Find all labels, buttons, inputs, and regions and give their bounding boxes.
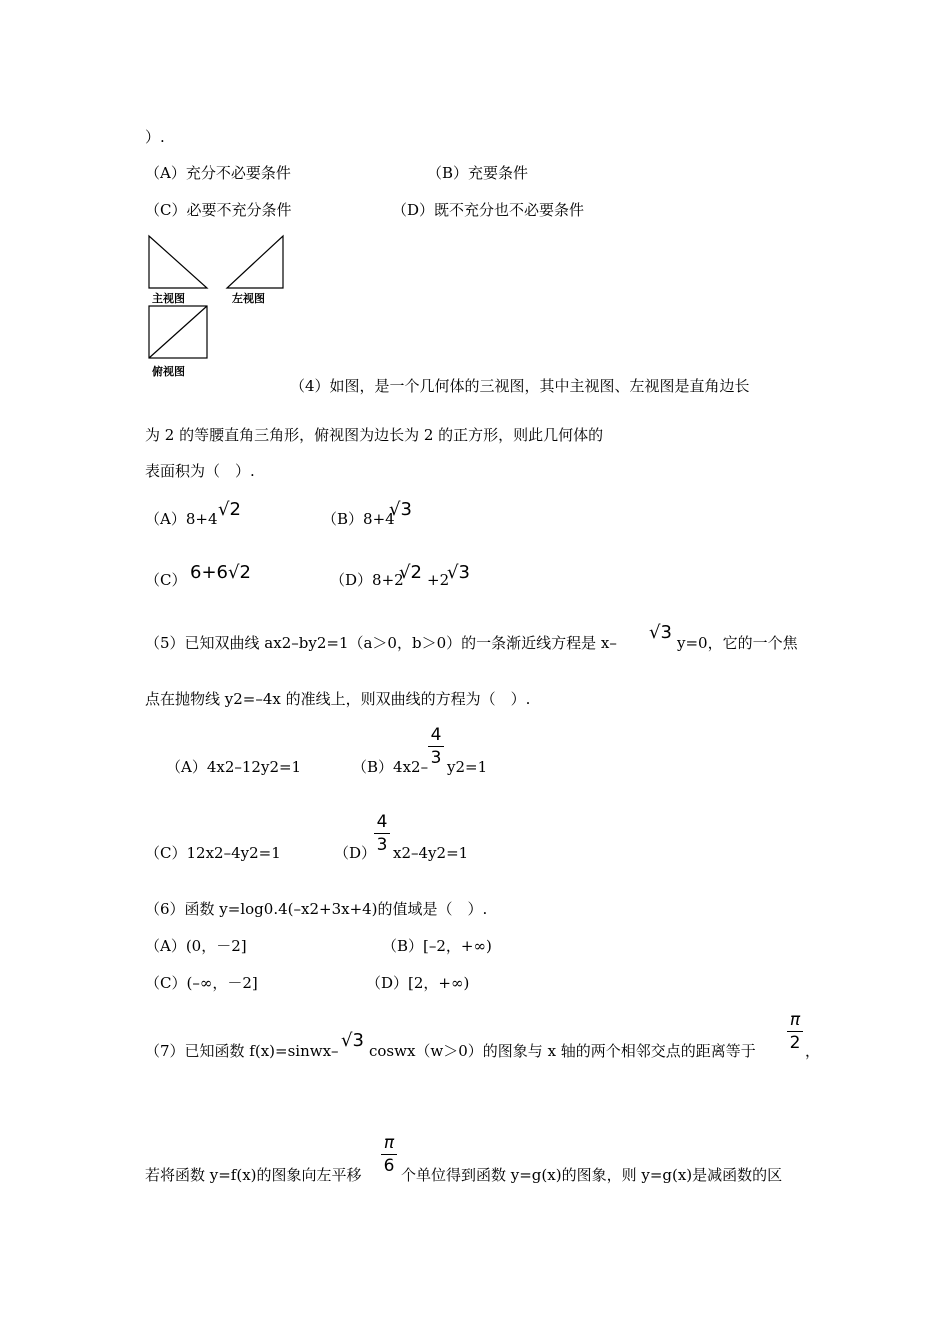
q4-stem-line1: （4）如图，是一个几何体的三视图，其中主视图、左视图是直角边长 — [290, 377, 750, 395]
q7-pi-over-2-fraction — [787, 1010, 803, 1053]
q6-option-c: （C）(–∞，－2] — [145, 974, 258, 992]
fraction-bar — [787, 1031, 803, 1032]
left-view-label: 左视图 — [232, 292, 265, 305]
q4-option-d-mid: +2 — [427, 571, 450, 589]
q3-option-d: （D）既不充分也不必要条件 — [392, 201, 585, 219]
q7-pi-denominator-2: 6 — [383, 1156, 395, 1176]
q5-option-b-fraction — [428, 725, 444, 768]
q7-pi-numerator: π — [789, 1010, 801, 1030]
q4-option-b-radical: √3 — [389, 499, 412, 520]
q7-stem-line1-a: （7）已知函数 f(x)=sinwx– — [145, 1042, 339, 1060]
q4-option-d-radical-2: √3 — [447, 562, 470, 583]
q5-option-b-a: （B）4x2– — [352, 758, 429, 776]
q4-option-d: （D）8+2 — [330, 571, 404, 589]
fraction-bar — [381, 1154, 397, 1155]
q5-option-b-denominator: 3 — [430, 748, 442, 768]
top-view-label: 俯视图 — [152, 365, 185, 378]
fraction-bar — [374, 833, 390, 834]
q7-stem-line2-a: 若将函数 y=f(x)的图象向左平移 — [145, 1166, 362, 1184]
q3-option-c: （C）必要不充分条件 — [145, 201, 292, 219]
q7-stem-line1-end: ， — [805, 1042, 821, 1060]
q5-option-d-a: （D） — [334, 844, 377, 862]
q3-option-a: （A）充分不必要条件 — [145, 164, 291, 182]
q7-pi-over-6-fraction — [381, 1133, 397, 1176]
top-view-diagonal — [149, 306, 207, 358]
q7-stem-line2-b: 个单位得到函数 y=g(x)的图象，则 y=g(x)是减函数的区 — [401, 1166, 783, 1184]
q3-stem-tail: ）. — [145, 128, 165, 146]
q6-option-d: （D）[2，+∞) — [366, 974, 470, 992]
q6-stem: （6）函数 y=log0.4(–x2+3x+4)的值域是（ ）. — [145, 900, 488, 918]
q4-option-a-radical: √2 — [218, 499, 241, 520]
q7-pi-denominator: 2 — [789, 1033, 801, 1053]
q4-stem-line2: 为 2 的等腰直角三角形，俯视图为边长为 2 的正方形，则此几何体的 — [145, 426, 604, 444]
q4-stem-line3: 表面积为（ ）. — [145, 462, 255, 480]
q5-option-d-fraction — [374, 812, 390, 855]
q5-option-b-numerator: 4 — [430, 725, 442, 745]
q5-stem-radical: √3 — [649, 622, 672, 643]
q7-pi-numerator-2: π — [383, 1133, 395, 1153]
q4-option-c: （C） — [145, 571, 187, 589]
front-view-label: 主视图 — [152, 292, 185, 305]
three-view-figure — [145, 232, 295, 382]
q4-option-a: （A）8+4 — [145, 510, 218, 528]
q5-stem-line2: 点在抛物线 y2=–4x 的准线上，则双曲线的方程为（ ）. — [145, 690, 531, 708]
q5-stem-line1-a: （5）已知双曲线 ax2–by2=1（a＞0，b＞0）的一条渐近线方程是 x– — [145, 634, 617, 652]
q3-option-b: （B）充要条件 — [427, 164, 529, 182]
q5-option-a: （A）4x2–12y2=1 — [166, 758, 302, 776]
q6-option-b: （B）[–2，+∞) — [382, 937, 492, 955]
q7-stem-line1-b: coswx（w＞0）的图象与 x 轴的两个相邻交点的距离等于 — [369, 1042, 756, 1060]
fraction-bar — [428, 746, 444, 747]
q5-option-b-b: y2=1 — [447, 758, 488, 776]
q5-option-d-numerator: 4 — [376, 812, 388, 832]
q4-option-d-radical-1: √2 — [399, 562, 422, 583]
q4-option-c-expression: 6+6√2 — [190, 562, 251, 583]
q5-option-d-denominator: 3 — [376, 835, 388, 855]
q5-stem-line1-b: y=0，它的一个焦 — [677, 634, 798, 652]
front-view-triangle — [149, 236, 207, 288]
q6-option-a: （A）(0，－2] — [145, 937, 247, 955]
q4-option-b: （B）8+4 — [322, 510, 395, 528]
q5-option-c: （C）12x2–4y2=1 — [145, 844, 281, 862]
q5-option-d-b: x2–4y2=1 — [393, 844, 469, 862]
q7-stem-radical: √3 — [341, 1030, 364, 1051]
left-view-triangle — [227, 236, 283, 288]
